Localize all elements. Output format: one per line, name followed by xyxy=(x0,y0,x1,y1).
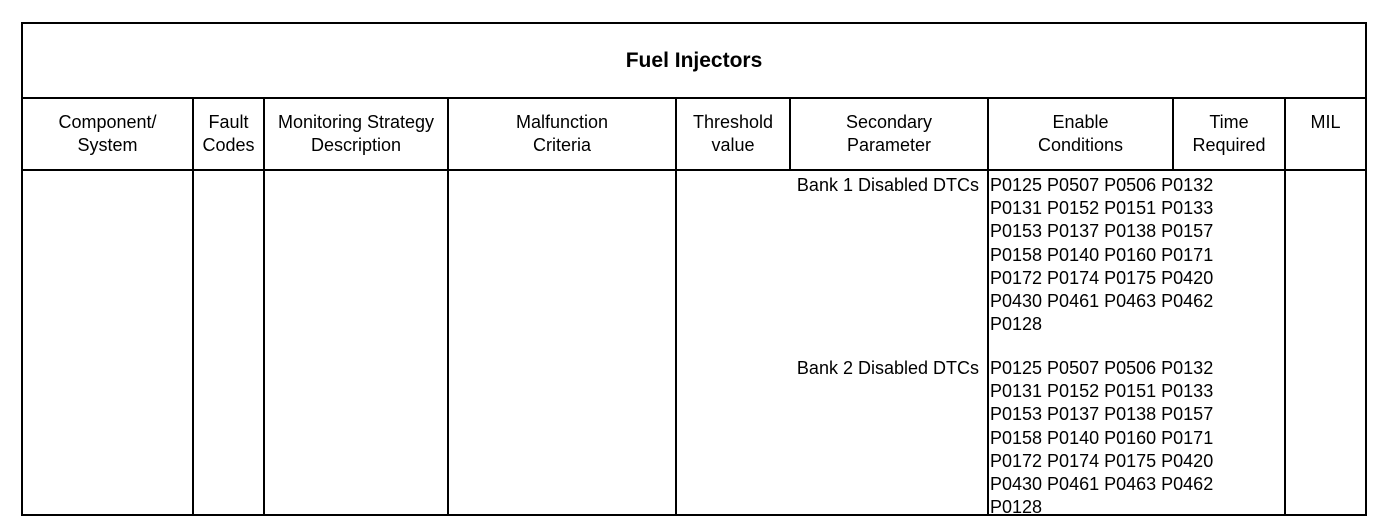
secondary-parameter-bank2: Bank 2 Disabled DTCs xyxy=(796,358,979,378)
diagnostic-table xyxy=(21,22,1367,516)
secondary-parameter-bank1: Bank 1 Disabled DTCs xyxy=(796,175,979,195)
header-fault-codes: Fault Codes xyxy=(202,112,255,155)
header-time-required: Time Required xyxy=(1192,112,1266,155)
column-divider xyxy=(987,99,989,514)
enable-conditions-bank1: P0125 P0507 P0506 P0132 P0131 P0152 P0151 P0133 P0153 P0137 P0138 P0157 P0158 P0140 P0160 P0171 P0172 P0174 P0175 P0420 P0430 P0461 P0463 P0462 P0128 xyxy=(990,175,1214,335)
header-mil: MIL xyxy=(1310,112,1341,132)
header-malfunction-criteria: Malfunction Criteria xyxy=(515,112,609,155)
table-header xyxy=(23,99,1365,171)
enable-conditions-bank2: P0125 P0507 P0506 P0132 P0131 P0152 P0151 P0133 P0153 P0137 P0138 P0157 P0158 P0140 P0160 P0171 P0172 P0174 P0175 P0420 P0430 P0461 P0463 P0462 P0128 xyxy=(990,358,1214,518)
column-divider xyxy=(675,99,677,514)
column-divider xyxy=(447,99,449,514)
table-title: Fuel Injectors xyxy=(23,24,1365,99)
column-divider xyxy=(1172,99,1174,171)
column-divider xyxy=(789,99,791,171)
header-component-system: Component/ System xyxy=(58,112,157,155)
header-secondary-parameter: Secondary Parameter xyxy=(845,112,933,155)
header-threshold-value: Threshold value xyxy=(692,112,774,155)
column-divider xyxy=(1284,99,1286,514)
header-enable-conditions: Enable Conditions xyxy=(1037,112,1124,155)
header-monitoring-strategy: Monitoring Strategy Description xyxy=(277,112,435,155)
column-divider xyxy=(192,99,194,514)
column-divider xyxy=(263,99,265,514)
